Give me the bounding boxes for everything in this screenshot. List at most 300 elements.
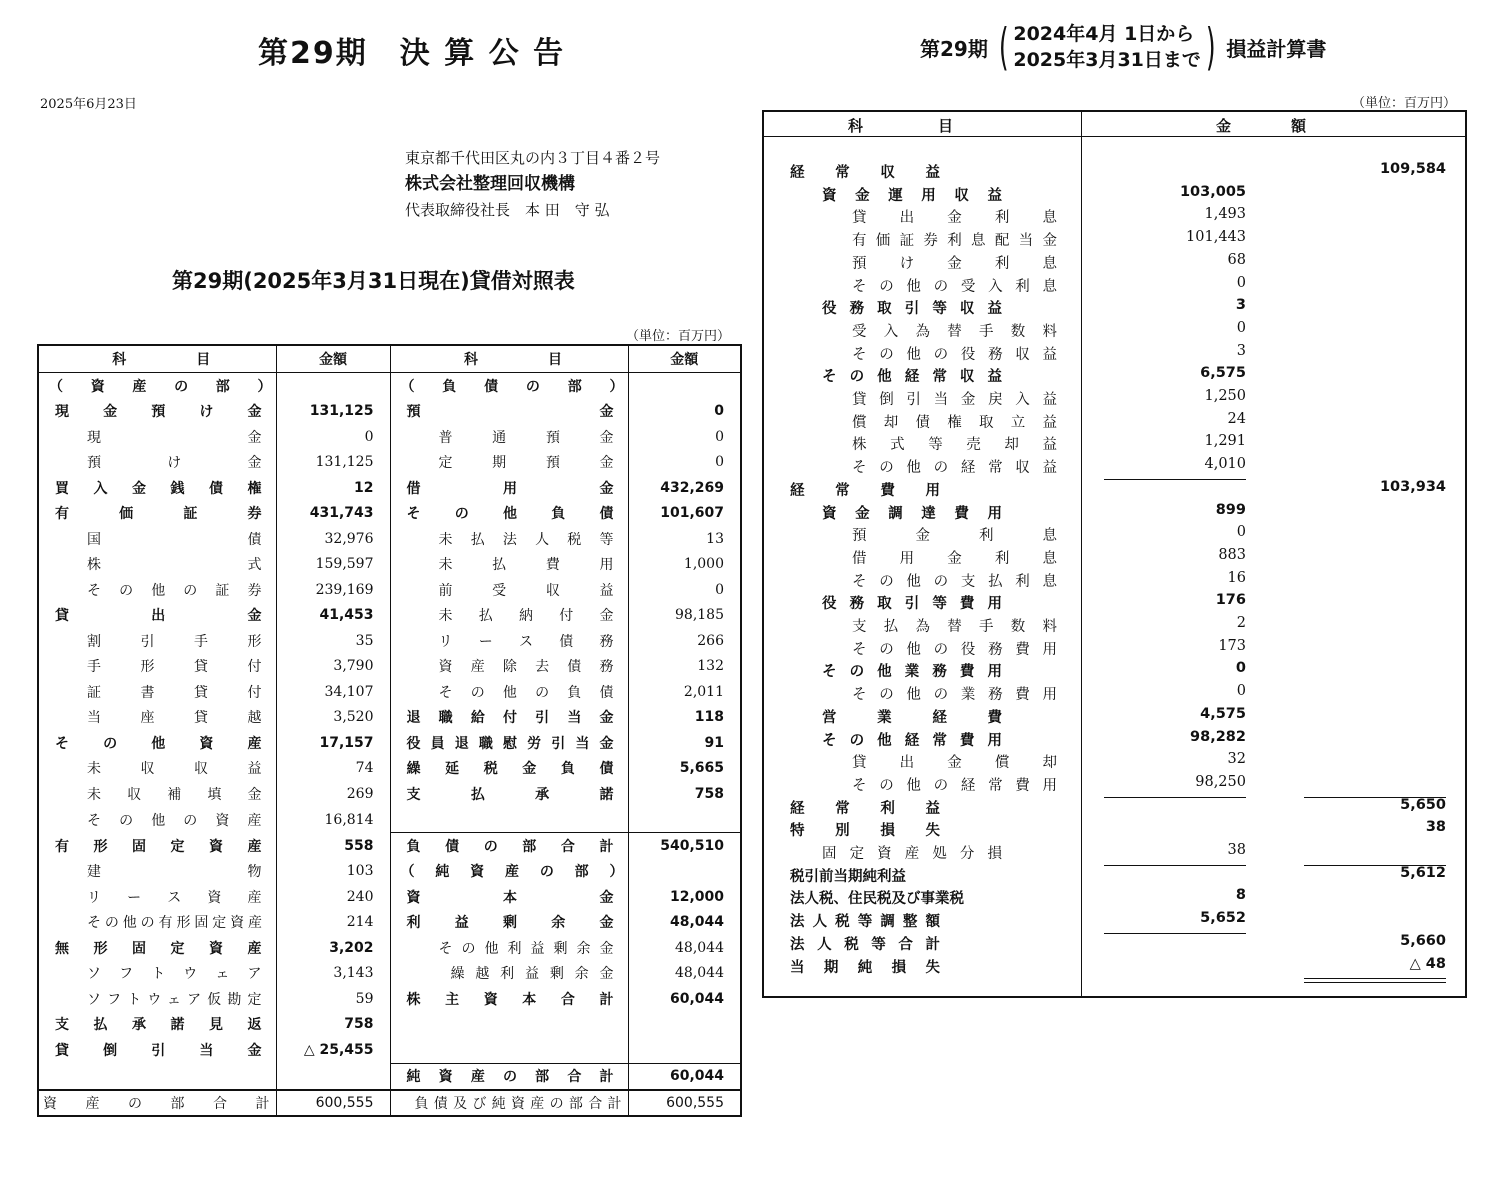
row-item [790, 956, 940, 977]
right-item [390, 961, 628, 987]
row-item-text: 有価証券利息配当金 [852, 233, 1057, 250]
left-amount [276, 501, 390, 527]
right-amount [628, 935, 741, 961]
left-item-text: そ の 他 の 証 券 [87, 582, 262, 599]
balance-sheet-row [38, 628, 741, 654]
balance-sheet-total-row [38, 1090, 741, 1116]
right-item-text: その他利益剰余金 [438, 940, 614, 957]
row-item-text: 預 け 金 利 息 [852, 255, 1057, 272]
row-item [790, 479, 940, 500]
left-amount [276, 552, 390, 578]
right-item-text: 純 資 産 の 部 合 計 [406, 1069, 614, 1086]
notice-title: 第29期 決 算 公 告 [258, 36, 566, 71]
left-amount [276, 859, 390, 885]
left-item [38, 1012, 276, 1038]
right-amount [628, 654, 741, 680]
right-item-text: 未 払 費 用 [438, 557, 614, 574]
right-amount [628, 859, 741, 885]
left-item [38, 526, 276, 552]
left-amount [276, 935, 390, 961]
row-amount-detail: 4,575 [1200, 705, 1246, 722]
right-amount-text: 48,044 [669, 914, 724, 931]
right-item-text: （ 負 債 の 部 ） [400, 378, 624, 395]
row-item [852, 411, 1057, 432]
left-amount [276, 424, 390, 450]
left-amount-text: 131,125 [309, 403, 374, 420]
row-item [822, 842, 1002, 863]
left-amount-text: 3,520 [333, 709, 374, 726]
row-item [852, 751, 1057, 772]
row-item-text: 役 務 取 引 等 費 用 [822, 596, 1002, 613]
right-amount [628, 1012, 741, 1038]
left-amount [276, 1012, 390, 1038]
company-representative: 代表取締役社長 本 田 守 弘 [405, 201, 610, 219]
right-item [390, 450, 628, 476]
row-item [852, 456, 1057, 477]
left-amount-text: 558 [344, 837, 374, 854]
row-amount-detail: 103,005 [1179, 183, 1246, 200]
left-amount-text: 32,976 [324, 530, 374, 547]
right-item [390, 910, 628, 936]
row-amount-detail: 4,010 [1204, 456, 1246, 473]
income-statement-row [764, 184, 1464, 206]
left-amount-text: 758 [344, 1016, 374, 1033]
income-statement-table [762, 110, 1467, 998]
row-item-text: 法 人 税 等 調 整 額 [790, 914, 940, 931]
income-statement-row [764, 729, 1464, 751]
left-item [38, 961, 276, 987]
left-item [38, 884, 276, 910]
right-item [390, 884, 628, 910]
right-amount [628, 705, 741, 731]
left-amount [276, 654, 390, 680]
left-item [38, 424, 276, 450]
row-item-text: 当 期 純 損 失 [790, 959, 940, 976]
balance-sheet-row [38, 475, 741, 501]
left-amount [276, 679, 390, 705]
balance-sheet-row [38, 577, 741, 603]
right-amount [628, 1063, 741, 1090]
income-statement-row [764, 456, 1464, 478]
row-item [852, 433, 1057, 454]
right-item [390, 807, 628, 833]
left-item-text: （ 資 産 の 部 ） [49, 378, 272, 395]
row-amount-detail: 0 [1236, 524, 1246, 541]
right-amount [628, 501, 741, 527]
row-item-text: その他の受入利息 [852, 278, 1057, 295]
row-item [852, 320, 1057, 341]
left-item-text: 有 形 固 定 資 産 [55, 838, 262, 855]
left-item [38, 807, 276, 833]
left-item-text: 建 物 [87, 864, 262, 881]
right-item-text: 退 職 給 付 引 当 金 [406, 710, 614, 727]
header-divider [764, 136, 1465, 137]
right-item-text: 資 産 除 去 債 務 [438, 659, 614, 676]
right-item [390, 1012, 628, 1038]
row-amount-detail: 101,443 [1186, 229, 1246, 246]
left-item-text: 当 座 貸 越 [87, 710, 262, 727]
left-amount [276, 373, 390, 399]
left-item [38, 781, 276, 807]
income-statement-row [764, 320, 1464, 342]
right-amount [628, 424, 741, 450]
right-item [390, 628, 628, 654]
final-underline [1304, 982, 1446, 983]
row-item [852, 774, 1057, 795]
income-statement-row [764, 388, 1464, 410]
balance-sheet-row [38, 833, 741, 859]
income-statement-row [764, 297, 1464, 319]
income-statement-row [764, 343, 1464, 365]
left-amount [276, 1063, 390, 1090]
left-item [38, 399, 276, 425]
left-item [38, 654, 276, 680]
row-item [852, 206, 1057, 227]
right-item [390, 679, 628, 705]
row-amount-detail: 6,575 [1200, 365, 1246, 382]
row-item-text: その他の経常収益 [852, 460, 1057, 477]
left-amount-text: 35 [355, 632, 374, 649]
balance-sheet-row [38, 654, 741, 680]
balance-sheet-row [38, 603, 741, 629]
balance-sheet-row [38, 1012, 741, 1038]
left-amount [276, 705, 390, 731]
row-amount-detail: 176 [1215, 592, 1246, 609]
income-statement-row [764, 229, 1464, 251]
subtotal-underline [1104, 797, 1246, 798]
right-amount [628, 884, 741, 910]
balance-sheet-row [38, 526, 741, 552]
income-statement-row [764, 660, 1464, 682]
right-amount [628, 986, 741, 1012]
income-statement-title [920, 18, 1326, 76]
row-item-text: その他の経常費用 [852, 777, 1057, 794]
row-item-text: 支払為替手数料 [852, 619, 1057, 635]
right-item-text: 利 益 剰 余 金 [406, 915, 614, 932]
left-item [38, 628, 276, 654]
right-item [390, 1063, 628, 1090]
right-item [390, 577, 628, 603]
balance-sheet-row [38, 373, 741, 399]
left-amount-text: △ 25,455 [303, 1042, 374, 1058]
left-item-text: そ の 他 の 資 産 [87, 812, 262, 829]
right-item-text: 預 金 [406, 404, 614, 421]
left-item-text: 現 金 [87, 429, 262, 446]
balance-sheet-row [38, 679, 741, 705]
income-statement-row [764, 865, 1464, 887]
row-item [852, 524, 1057, 545]
right-item-text: 株 主 資 本 合 計 [406, 991, 614, 1008]
total-liabilities-equity-label [390, 1090, 628, 1116]
left-amount-text: 17,157 [319, 734, 374, 751]
left-amount-text: 239,169 [315, 581, 374, 598]
right-amount-text: 0 [714, 403, 724, 420]
row-item-text: そ の 他 業 務 費 用 [822, 664, 1002, 681]
company-name: 株式会社整理回収機構 [405, 174, 575, 194]
left-amount-text: 12 [354, 479, 374, 496]
balance-sheet-title: 第29期(2025年3月31日現在)貸借対照表 [172, 269, 575, 293]
right-amount-text: 118 [694, 709, 724, 726]
row-item-text: 特 別 損 失 [790, 823, 940, 840]
right-item [390, 833, 628, 859]
left-item [38, 859, 276, 885]
left-amount-text: 34,107 [324, 683, 374, 700]
row-item-text: 法 人 税 等 合 計 [790, 936, 940, 953]
left-amount [276, 730, 390, 756]
left-amount-text: 16,814 [324, 811, 374, 828]
left-item [38, 935, 276, 961]
left-bracket-icon: ( [998, 18, 1009, 76]
income-statement-row [764, 751, 1464, 773]
right-amount [628, 628, 741, 654]
left-item [38, 501, 276, 527]
right-item [390, 705, 628, 731]
row-amount-detail: 0 [1236, 319, 1246, 336]
right-amount [628, 475, 741, 501]
row-item-text: その他の支払利息 [852, 573, 1057, 590]
income-statement-row [764, 161, 1464, 183]
income-statement-row [764, 365, 1464, 387]
row-item-text: 法人税、住民税及び事業税 [790, 891, 964, 908]
right-item [390, 1037, 628, 1063]
left-item-text: 買 入 金 銭 債 権 [55, 480, 262, 497]
row-amount-detail: 98,282 [1190, 728, 1246, 745]
row-item-text: 経 常 利 益 [790, 800, 940, 817]
right-amount-text: 91 [704, 734, 724, 751]
subtotal-underline [1304, 865, 1446, 866]
row-amount-total: 5,650 [1400, 796, 1446, 813]
company-info [405, 145, 660, 223]
right-amount-text: 540,510 [660, 837, 724, 854]
right-amount [628, 552, 741, 578]
row-item-text: 貸 出 金 償 却 [852, 755, 1057, 772]
left-item-text: 有 価 証 券 [55, 506, 262, 523]
col-amount-left: 金額 [276, 345, 390, 373]
right-amount-text: 60,044 [669, 990, 724, 1007]
row-item-text: その他の業務費用 [852, 687, 1057, 704]
balance-sheet-table [37, 344, 742, 1117]
row-item [822, 660, 1002, 681]
left-item [38, 986, 276, 1012]
left-item [38, 577, 276, 603]
subtotal-underline [1104, 933, 1246, 934]
left-item-text: 貸 出 金 [55, 608, 262, 625]
balance-sheet-row [38, 884, 741, 910]
right-item [390, 526, 628, 552]
left-item-text: その他の有形固定資産 [87, 915, 262, 932]
balance-sheet-row [38, 756, 741, 782]
right-amount [628, 679, 741, 705]
left-item [38, 603, 276, 629]
right-amount-text: 13 [706, 530, 724, 547]
row-item-text: 借 用 金 利 息 [852, 550, 1057, 567]
left-amount-text: 3,143 [333, 965, 374, 982]
row-item-text: 営 業 経 費 [822, 709, 1002, 726]
balance-sheet-row [38, 501, 741, 527]
left-item-text: 預 け 金 [87, 455, 262, 472]
income-statement-row [764, 910, 1464, 932]
row-item-text: 役 務 取 引 等 収 益 [822, 301, 1002, 318]
row-amount-detail: 1,493 [1204, 206, 1246, 223]
right-item-text: そ の 他 の 負 債 [438, 684, 614, 701]
row-amount-total: 5,612 [1400, 864, 1446, 881]
left-amount [276, 884, 390, 910]
left-item-text: 手 形 貸 付 [87, 659, 262, 676]
right-item-text: リ ー ス 債 務 [438, 633, 614, 650]
right-item-text: 普 通 預 金 [438, 429, 614, 446]
row-item [790, 865, 940, 886]
right-amount [628, 730, 741, 756]
left-amount-text: 41,453 [319, 607, 374, 624]
right-item-text: 役員退職慰労引当金 [406, 735, 614, 752]
row-amount-detail: 32 [1227, 751, 1246, 768]
row-item-text: 経 常 費 用 [790, 482, 940, 499]
row-item [852, 388, 1057, 409]
right-item [390, 986, 628, 1012]
right-amount-text: 1,000 [683, 556, 724, 573]
income-statement-row [764, 252, 1464, 274]
right-item [390, 654, 628, 680]
right-item-text: 未 払 納 付 金 [438, 608, 614, 625]
row-item [822, 729, 1002, 750]
row-item-text: 経 常 収 益 [790, 165, 940, 181]
row-amount-detail: 68 [1227, 251, 1246, 268]
left-item [38, 373, 276, 399]
right-amount [628, 450, 741, 476]
subtotal-underline [1104, 479, 1246, 480]
row-item [852, 252, 1057, 273]
left-item-text: ソフトウェア仮勘定 [87, 991, 262, 1008]
right-amount [628, 577, 741, 603]
income-statement-row [764, 683, 1464, 705]
row-item [790, 819, 940, 840]
row-amount-detail: 173 [1218, 637, 1246, 654]
income-statement-row [764, 206, 1464, 228]
right-amount-text: 432,269 [660, 479, 724, 496]
row-amount-total: 5,660 [1400, 932, 1446, 949]
row-item-text: 預 金 利 息 [852, 528, 1057, 545]
right-amount [628, 1037, 741, 1063]
left-amount [276, 986, 390, 1012]
left-amount [276, 1037, 390, 1063]
right-item-text: 繰越利益剰余金 [450, 966, 614, 983]
left-amount-text: 240 [346, 888, 374, 905]
row-item [790, 797, 940, 818]
right-item-text: そ の 他 負 債 [406, 506, 614, 523]
row-item [790, 887, 995, 908]
row-item [852, 570, 1057, 591]
final-underline [1304, 978, 1446, 979]
balance-sheet-row [38, 552, 741, 578]
right-item-text: 繰 延 税 金 負 債 [406, 761, 614, 778]
row-item [790, 910, 940, 931]
income-statement-period [994, 18, 1221, 76]
col-amount: 金 額 [1216, 117, 1307, 135]
right-item-text: 支 払 承 諾 [406, 786, 614, 803]
left-item [38, 1063, 276, 1090]
left-item-text: 無 形 固 定 資 産 [55, 940, 262, 957]
income-statement-row [764, 570, 1464, 592]
left-item-text: ソ フ ト ウ ェ ア [87, 966, 262, 983]
right-item [390, 603, 628, 629]
row-item [822, 297, 1002, 318]
row-item [852, 683, 1057, 704]
left-item [38, 552, 276, 578]
row-item [790, 933, 940, 954]
income-statement-row [764, 887, 1464, 909]
right-item-text: 資 本 金 [406, 889, 614, 906]
right-amount [628, 603, 741, 629]
balance-sheet-row [38, 1037, 741, 1063]
left-amount-text: 214 [346, 914, 374, 931]
left-amount [276, 577, 390, 603]
row-amount-detail: 98,250 [1195, 773, 1246, 790]
row-item [852, 275, 1057, 296]
right-amount-text: 266 [697, 632, 724, 649]
row-item-text: そ の 他 経 常 費 用 [822, 732, 1002, 749]
row-amount-detail: 1,250 [1204, 388, 1246, 404]
balance-sheet-unit: （単位：百万円） [626, 329, 731, 344]
left-amount [276, 475, 390, 501]
row-item [822, 706, 1002, 727]
income-statement-row [764, 774, 1464, 796]
income-statement-row [764, 819, 1464, 841]
right-amount [628, 373, 741, 399]
right-amount [628, 807, 741, 833]
left-item-text: 証 書 貸 付 [87, 684, 262, 701]
row-item [822, 365, 1002, 386]
right-item [390, 935, 628, 961]
left-amount-text: 74 [355, 760, 374, 777]
row-amount-detail: 3 [1235, 297, 1246, 314]
balance-sheet-row [38, 450, 741, 476]
right-item [390, 424, 628, 450]
balance-sheet-row [38, 781, 741, 807]
left-amount-text: 159,597 [315, 556, 374, 573]
right-amount [628, 526, 741, 552]
left-amount-text: 59 [355, 990, 374, 1007]
row-item [852, 638, 1057, 659]
income-statement-row [764, 933, 1464, 955]
left-item [38, 450, 276, 476]
right-amount [628, 781, 741, 807]
income-statement-row [764, 524, 1464, 546]
right-amount [628, 833, 741, 859]
balance-sheet-row [38, 424, 741, 450]
row-item [852, 547, 1057, 568]
left-item-text: 株 式 [87, 557, 262, 574]
row-item [852, 343, 1057, 364]
col-item-left: 科 目 [38, 345, 276, 373]
row-item-text: 税引前当期純利益 [790, 868, 906, 885]
income-statement-row [764, 411, 1464, 433]
right-amount-text: 12,000 [669, 888, 724, 905]
right-amount-text: 0 [715, 454, 724, 471]
right-item-text: 借 用 金 [406, 480, 614, 497]
right-item-text: 未 払 法 人 税 等 [438, 531, 614, 548]
left-amount-text: 0 [364, 428, 374, 445]
row-amount-detail: 16 [1227, 569, 1246, 586]
row-item-text: 貸 出 金 利 息 [852, 210, 1057, 227]
right-item-text: 定 期 預 金 [438, 455, 614, 472]
col-amount-right: 金額 [628, 345, 741, 373]
left-amount-text: 103 [346, 863, 374, 880]
left-amount-text: 3,202 [329, 939, 374, 956]
left-amount [276, 450, 390, 476]
row-item [822, 502, 1002, 523]
income-statement-name: 損益計算書 [1226, 36, 1327, 61]
total-assets-label-text: 資 産 の 部 合 計 [43, 1096, 270, 1112]
